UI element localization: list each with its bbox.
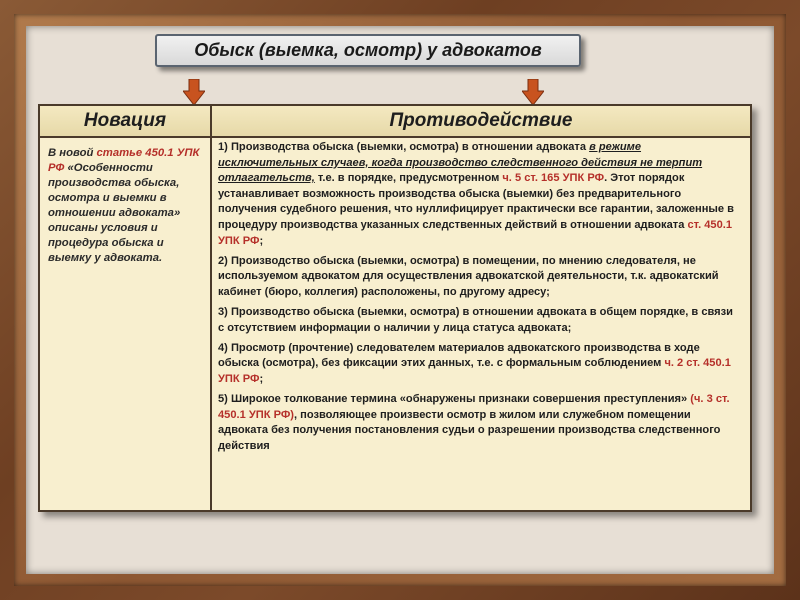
counteraction-item-5	[218, 392, 742, 454]
slide-title-text: Обыск (выемка, осмотр) у адвокатов	[194, 40, 542, 60]
item-3-text: 3) Производство обыска (выемки, осмотра) в отношении адвоката в общем порядке, в связи с отсутствием информации о наличии у лица статуса адвоката;	[218, 305, 733, 334]
table-header-row	[40, 106, 750, 138]
item-1-text-4: ;	[259, 234, 264, 247]
header-novation: Новация	[83, 110, 167, 131]
item-4-text-2: ;	[259, 372, 264, 385]
item-1-emphasis: в режиме исключительных случаев, когда производство следственного действия не терпит отлагательств,	[218, 141, 703, 185]
item-1-ref-1: ч. 5 ст. 165 УПК РФ	[502, 172, 605, 185]
novation-article-ref: статье 450.1 УПК РФ	[48, 147, 200, 174]
item-1-text-3: . Этот порядок устанавливает возможность производства обыска (выемки) без предварительного получения судебного решения, что нуллифицирует практически все гарантии, заложенные в процедуру производства указанных следственных действий в отношении адвоката	[218, 172, 734, 231]
comparison-table	[38, 104, 752, 512]
down-arrow-left-icon	[183, 79, 205, 105]
counteraction-item-4	[218, 341, 742, 388]
item-1-text: 1) Производства обыска (выемки, осмотра) в отношении адвоката	[218, 141, 590, 153]
counteraction-item-3	[218, 305, 742, 336]
item-1-text-2: т.е. в порядке, предусмотренном	[314, 172, 503, 185]
item-2-text: 2) Производство обыска (выемки, осмотра) в помещении, по мнению следователя, не используемом адвокатом для осуществления адвокатской деятельности, т.к. адвокатский кабинет (бюро, коллегия) расположены, по другому адресу;	[218, 254, 719, 298]
counteraction-item-1	[218, 140, 742, 249]
novation-cell	[48, 146, 204, 266]
item-4-ref: ч. 2 ст. 450.1 УПК РФ	[218, 357, 731, 385]
item-5-text: 5) Широкое толкование термина «обнаружены признаки совершения преступления»	[218, 392, 691, 405]
item-1-ref-2: ст. 450.1 УПК РФ	[218, 218, 733, 247]
novation-text-2: «Особенности производства обыска, осмотра и выемки в отношении адвоката» описаны условия и процедура обыска и выемку у адвоката.	[48, 162, 181, 264]
novation-text-1: В новой	[48, 147, 97, 159]
item-5-text-2: , позволяющее произвести осмотр в жилом или служебном помещении адвоката без получения постановления судьи о разрешении производства следственного действия	[218, 408, 721, 452]
header-counteraction: Противодействие	[389, 110, 573, 131]
item-5-ref: (ч. 3 ст. 450.1 УПК РФ)	[218, 392, 730, 421]
slide-title	[155, 34, 581, 67]
item-4-text: 4) Просмотр (прочтение) следователем материалов адвокатского производства в ходе обыска (осмотра), без фиксации этих данных, т.е. с формальным соблюдением	[218, 341, 700, 370]
counteraction-item-2	[218, 254, 742, 301]
column-divider	[210, 106, 212, 510]
down-arrow-right-icon	[522, 79, 544, 105]
counteraction-cell	[218, 140, 742, 459]
